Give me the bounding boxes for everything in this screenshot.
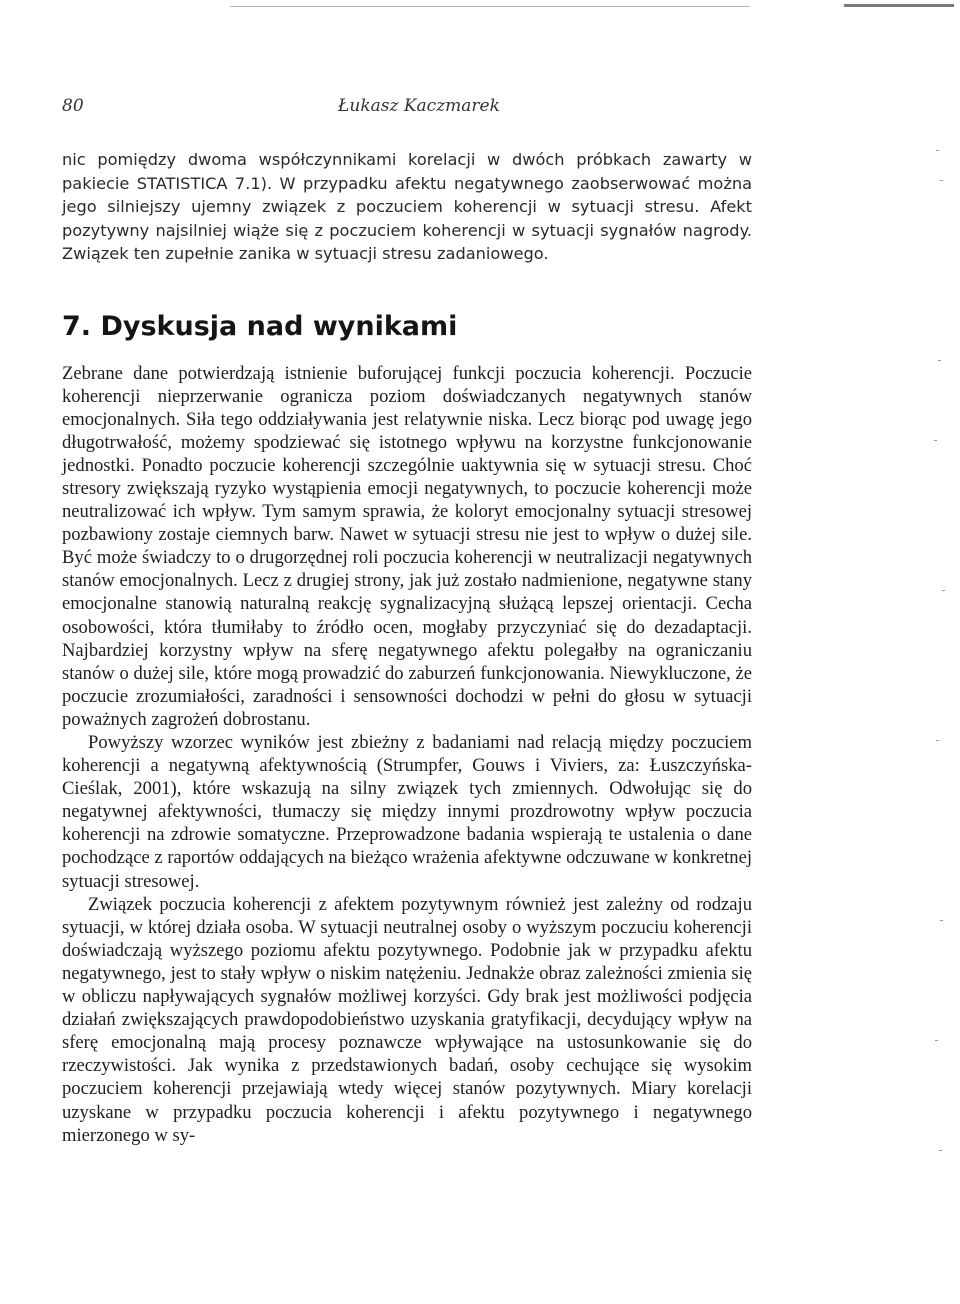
scan-speck: [940, 920, 943, 921]
intro-paragraph: nic pomiędzy dwoma współczynnikami korelacji w dwóch próbkach zawarty w pakiecie STATISTICA 7.1). W przypadku afektu negatywnego zaobserwować można jego silniejszy ujemny związek z poczuciem koherencji w sytuacji stresu. Afekt pozytywny najsilniej wiąże się z poczuciem koherencji w sytuacji sygnałów nagrody. Związek ten zupełnie zanika w sytuacji stresu zadaniowego.: [62, 150, 752, 263]
body-paragraph: Zebrane dane potwierdzają istnienie buforującej funkcji poczucia koherencji. Poczucie koherencji nieprzerwanie ogranicza poziom doświadczanych negatywnych stanów emocjonalnych. Siła tego oddziaływania jest relatywnie niska. Lecz biorąc pod uwagę jego długotrwałość, możemy spodziewać się istotnego wpływu na korzystne funkcjonowanie jednostki. Ponadto poczucie koherencji szczególnie uaktywnia się w sytuacji stresu. Choć stresory zwiększają ryzyko wystąpienia emocji negatywnych, to poczucie koherencji może neutralizować ich wpływ. Tym samym sprawia, że koloryt emocjonalny sytuacji stresowej pozbawiony zostaje ciemnych barw. Nawet w sytuacji stresu nie jest to wpływ o dużej sile. Być może świadczy to o drugorzędnej roli poczucia koherencji w neutralizacji negatywnych stanów emocjonalnych. Lecz z drugiej strony, jak już zostało nadmienione, negatywne stany emocjonalne stanowią naturalną reakcję sygnalizacyjną służącą lepszej orientacji. Cecha osobowości, która tłumiłaby to źródło ocen, mogłaby przyczyniać się do dezadaptacji. Najbardziej korzystny wpływ na sferę negatywnego afektu polegałby na ograniczaniu stanów o dużej sile, które mogą prowadzić do zaburzeń funkcjonowania. Niewykluczone, że poczucie zrozumiałości, zaradności i sensowności dochodzi w pełni do głosu w sytuacji poważnych zagrożeń dobrostanu.: [62, 362, 752, 730]
running-header: [62, 90, 752, 118]
scan-corner-mark: [844, 4, 954, 7]
scan-speck: [942, 590, 945, 591]
page-number: 80: [62, 96, 84, 116]
running-header-author: Łukasz Kaczmarek: [338, 96, 500, 116]
book-page: [62, 90, 752, 1147]
scan-speck: [939, 1150, 942, 1151]
scan-speck: [936, 150, 939, 151]
scan-speck: [935, 1040, 938, 1041]
scan-speck: [940, 180, 943, 181]
scan-edge-line: [230, 6, 750, 7]
scan-speck: [934, 440, 937, 441]
scan-margin-specks: [930, 140, 960, 1180]
scan-speck: [936, 740, 939, 741]
body-paragraph: Powyższy wzorzec wyników jest zbieżny z badaniami nad relacją między poczuciem koherencji a negatywną afektywnością (Strumpfer, Gouws i Viviers, za: Łuszczyńska-Cieślak, 2001), które wskazują na silny związek tych zmiennych. Odwołując się do negatywnej afektywności, tłumaczy się między innymi prozdrowotny wpływ poczucia koherencji na zdrowie somatyczne. Przeprowadzone badania wspierają te ustalenia o dane pochodzące z raportów oddających na bieżąco wrażenia afektywne odczuwane w konkretnej sytuacji stresowej.: [62, 732, 752, 892]
scan-speck: [938, 360, 941, 361]
body-paragraph: Związek poczucia koherencji z afektem pozytywnym również jest zależny od rodzaju sytuacji, w której działa osoba. W sytuacji neutralnej osoby o wyższym poczuciu koherencji doświadczają wyższego poziomu afektu pozytywnego. Podobnie jak w przypadku afektu negatywnego, jest to stały wpływ o niskim natężeniu. Jednakże obraz zależności zmienia się w obliczu napływających sygnałów możliwej korzyści. Gdy brak jest możliwości podjęcia działań zwiększających prawdopodobieństwo uzyskania gratyfikacji, decydujący wpływ na sferę emocjonalną mają procesy poznawcze wpływające na ustosunkowanie się do rzeczywistości. Jak wynika z przedstawionych badań, osoby cechujące się wysokim poczuciem koherencji przejawiają wtedy więcej stanów pozytywnych. Miary korelacji uzyskane w przypadku poczucia koherencji i afektu pozytywnego i negatywnego mierzonego w sy-: [62, 893, 752, 1146]
section-heading: 7. Dyskusja nad wynikami: [62, 310, 458, 342]
